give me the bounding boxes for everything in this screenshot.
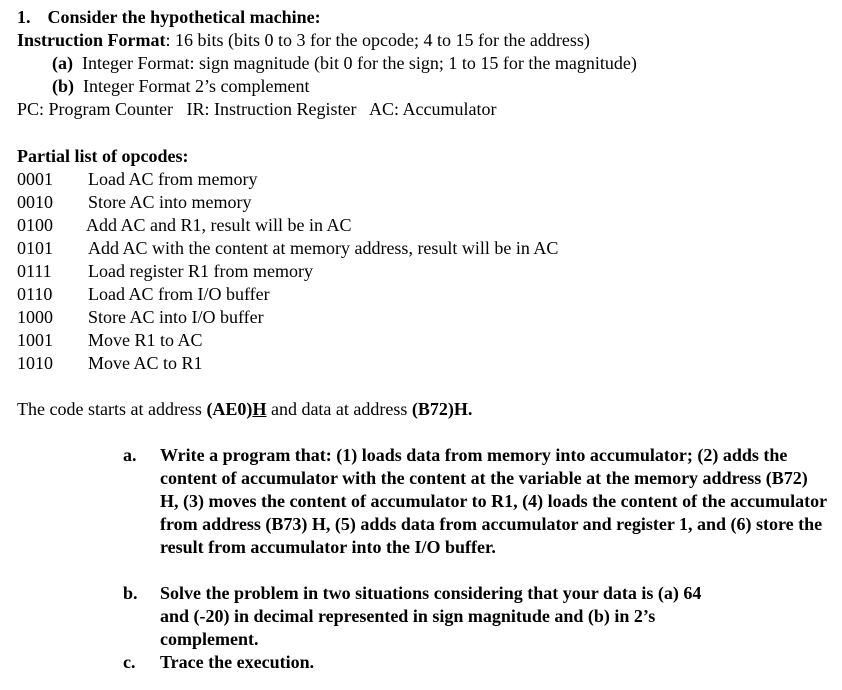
integer-format-a: [52, 52, 637, 74]
item-b-text: Integer Format 2’s complement: [83, 76, 310, 96]
opcode-desc: Move AC to R1: [88, 353, 203, 373]
integer-format-b: [52, 75, 309, 97]
opcode-desc: Load AC from memory: [88, 169, 258, 189]
question-text: Trace the execution.: [160, 652, 315, 672]
opcode-code: 1010: [17, 353, 53, 373]
question-label: c.: [123, 652, 136, 672]
opcode-code: 1001: [17, 330, 53, 350]
question-label: a.: [123, 445, 137, 465]
opcode-desc: Store AC into memory: [88, 192, 252, 212]
instruction-format-line: [17, 29, 590, 51]
problem-title-text: Consider the hypothetical machine:: [47, 7, 321, 27]
opcode-code: 0111: [17, 261, 52, 281]
opcode-code: 0010: [17, 192, 53, 212]
opcode-desc: Add AC with the content at memory address, result will be in AC: [88, 238, 559, 258]
start-address-line: [17, 398, 472, 420]
instruction-format-text: : 16 bits (bits 0 to 3 for the opcode; 4 to 15 for the address): [165, 30, 590, 50]
item-a-label: (a): [52, 53, 73, 73]
start-middle: and data at address: [266, 399, 412, 419]
question-label: b.: [123, 583, 138, 603]
opcode-desc: Move R1 to AC: [88, 330, 203, 350]
opcode-code: 0100: [17, 215, 53, 235]
item-b-label: (b): [52, 76, 74, 96]
opcode-code: 0110: [17, 284, 53, 304]
start-prefix: The code starts at address: [17, 399, 207, 419]
opcode-desc: Load register R1 from memory: [88, 261, 313, 281]
opcode-desc: Load AC from I/O buffer: [88, 284, 270, 304]
opcode-desc: Store AC into I/O buffer: [88, 307, 264, 327]
problem-number: 1.: [17, 7, 31, 27]
question-text: Solve the problem in two situations considering that your data is (a) 64 and (-20) in decimal represented in sign magnitude and (b) in 2’s complement.: [160, 583, 702, 649]
item-a-text: Integer Format: sign magnitude (bit 0 for the sign; 1 to 15 for the magnitude): [82, 53, 637, 73]
instruction-format-label: Instruction Format: [17, 30, 166, 50]
question-text: Write a program that: (1) loads data from memory into accumulator; (2) adds the content of accumulator with the content at the variable at the memory address (B72) H, (3) moves the content of accumulator to R1, (4) loads the content of the accumulator from address (B73) H, (5) adds data from accumulator and register 1, and (6) store the result from accumulator into the I/O buffer.: [160, 445, 827, 557]
opcode-code: 1000: [17, 307, 53, 327]
opcode-code: 0001: [17, 169, 53, 189]
opcode-desc: Add AC and R1, result will be in AC: [86, 215, 352, 235]
code-address: (AE0): [206, 399, 253, 419]
opcode-code: 0101: [17, 238, 53, 258]
opcodes-title: Partial list of opcodes:: [17, 146, 189, 166]
problem-title: [17, 6, 321, 28]
data-address: (B72)H.: [411, 399, 473, 419]
code-address-h: H: [252, 399, 267, 419]
registers-line: PC: Program Counter IR: Instruction Register AC: Accumulator: [17, 99, 497, 119]
